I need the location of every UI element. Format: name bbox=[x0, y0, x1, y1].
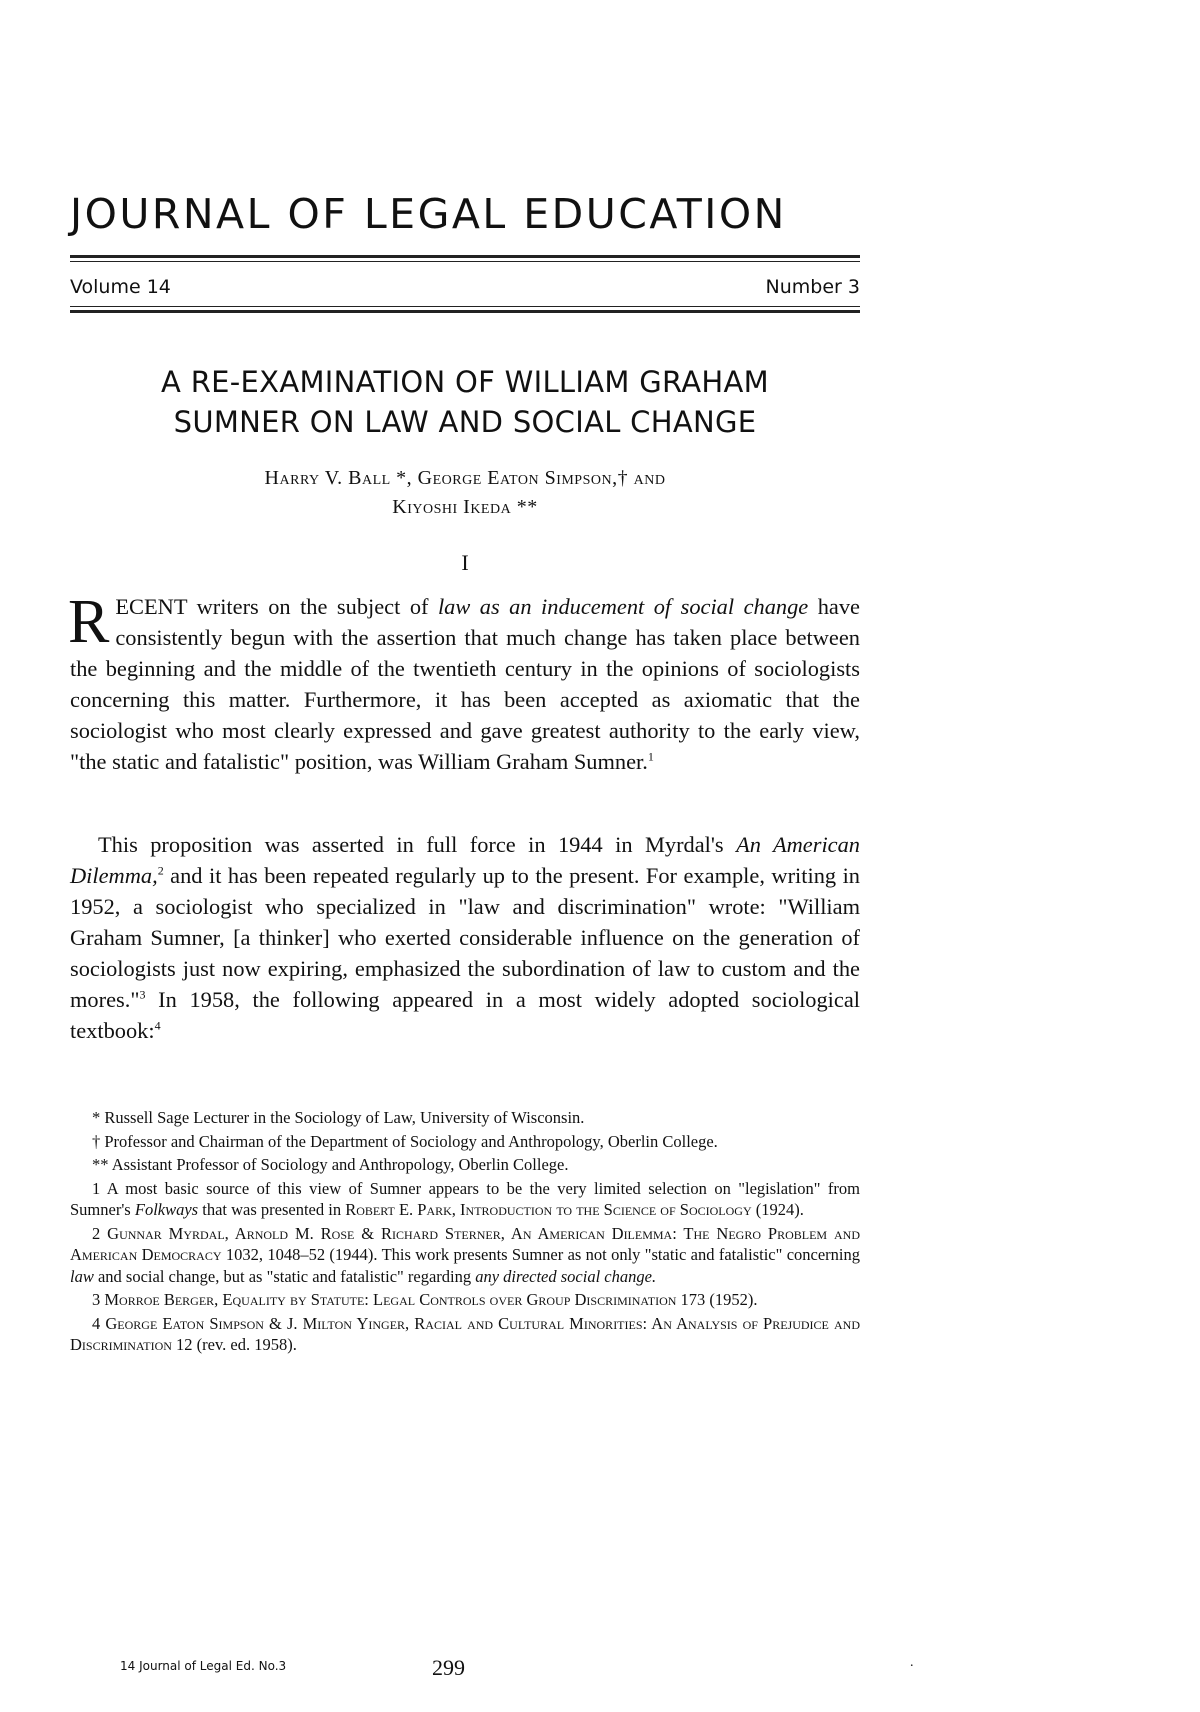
footnote-ref-3: 3 bbox=[139, 987, 146, 1002]
footnote-4: 4 George Eaton Simpson & J. Milton Yinger, Racial and Cultural Minorities: An Analysis of Prejudice and Discrimination 12 (rev. ed. 1958). bbox=[70, 1313, 860, 1354]
volume-label: Volume 14 bbox=[70, 276, 171, 298]
page-number: 299 bbox=[432, 1655, 465, 1680]
article-authors bbox=[70, 464, 860, 522]
header-rule-top bbox=[70, 255, 860, 258]
authors-line-2: Kiyoshi Ikeda ** bbox=[392, 496, 538, 518]
journal-page bbox=[68, 0, 914, 1712]
section-heading: I bbox=[461, 550, 469, 575]
header-rule-top-thin bbox=[70, 261, 860, 262]
footer-mark: . bbox=[910, 1655, 914, 1670]
footnote-1: 1 A most basic source of this view of Sumner appears to be the very limited selection on "legislation" from Sumner's Folkways that was presented in Robert E. Park, Introduction to the Science of Sociology (1924). bbox=[70, 1178, 860, 1219]
body-paragraph-2: This proposition was asserted in full force in 1944 in Myrdal's An American Dilemma,$^2$ and it has been repeated regularly up to the present. For example, writing in 1952, a sociologist who specialized in "law and discrimination" wrote: "William Graham Sumner, [a thinker] who exerted considerable influence on the generation of sociologists just now expiring, emphasized the subordination of law to custom and the mores."$^3$ In 1958, the following appeared in a most widely adopted sociological textbook:$^4$ bbox=[70, 832, 860, 1043]
footnote-ref-2: 2 bbox=[157, 863, 164, 878]
header-rule-bottom bbox=[70, 310, 860, 313]
body-paragraph-1: RECENT writers on the subject of law as an inducement of social change have consistently begun with the assertion that much change has taken place between the beginning and the middle of the twentieth century in the opinions of sociologists concerning this matter. Furthermore, it has been accepted as axiomatic that the sociologist who most clearly expressed and gave greatest authority to the early view, "the static and fatalistic" position, was William Graham Sumner.$^1$ bbox=[68, 588, 860, 774]
article-title bbox=[70, 362, 860, 442]
authors-line-1: Harry V. Ball *, George Eaton Simpson,† and bbox=[264, 467, 666, 489]
footnote-dagger: † Professor and Chairman of the Department of Sociology and Anthropology, Oberlin College. bbox=[92, 1131, 718, 1151]
volume-number-row bbox=[70, 276, 860, 298]
journal-title: JOURNAL OF LEGAL EDUCATION bbox=[70, 190, 787, 238]
number-label: Number 3 bbox=[765, 276, 860, 298]
article-title-line-1: A RE-EXAMINATION OF WILLIAM GRAHAM bbox=[161, 365, 769, 399]
journal-citation: 14 Journal of Legal Ed. No.3 bbox=[120, 1659, 287, 1673]
footnote-ref-1: 1 bbox=[647, 749, 654, 764]
footnotes bbox=[70, 1107, 860, 1358]
footnote-3: 3 Morroe Berger, Equality by Statute: Legal Controls over Group Discrimination 173 (1952). bbox=[92, 1290, 758, 1309]
footnote-double-star: ** Assistant Professor of Sociology and Anthropology, Oberlin College. bbox=[92, 1155, 569, 1174]
footnote-2: 2 Gunnar Myrdal, Arnold M. Rose & Richard Sterner, An American Dilemma: The Negro Problem and American Democracy 1032, 1048–52 (1944). This work presents Sumner as not only "static and fatalistic" concerning law and social change, but as "static and fatalistic" regarding any directed social change. bbox=[70, 1223, 861, 1286]
article-title-line-2: SUMNER ON LAW AND SOCIAL CHANGE bbox=[173, 405, 757, 439]
drop-cap: R bbox=[68, 588, 110, 656]
header-rule-bottom-thin bbox=[70, 306, 860, 307]
footnote-ref-4: 4 bbox=[154, 1018, 161, 1033]
footnote-star: * Russell Sage Lecturer in the Sociology of Law, University of Wisconsin. bbox=[92, 1108, 585, 1127]
